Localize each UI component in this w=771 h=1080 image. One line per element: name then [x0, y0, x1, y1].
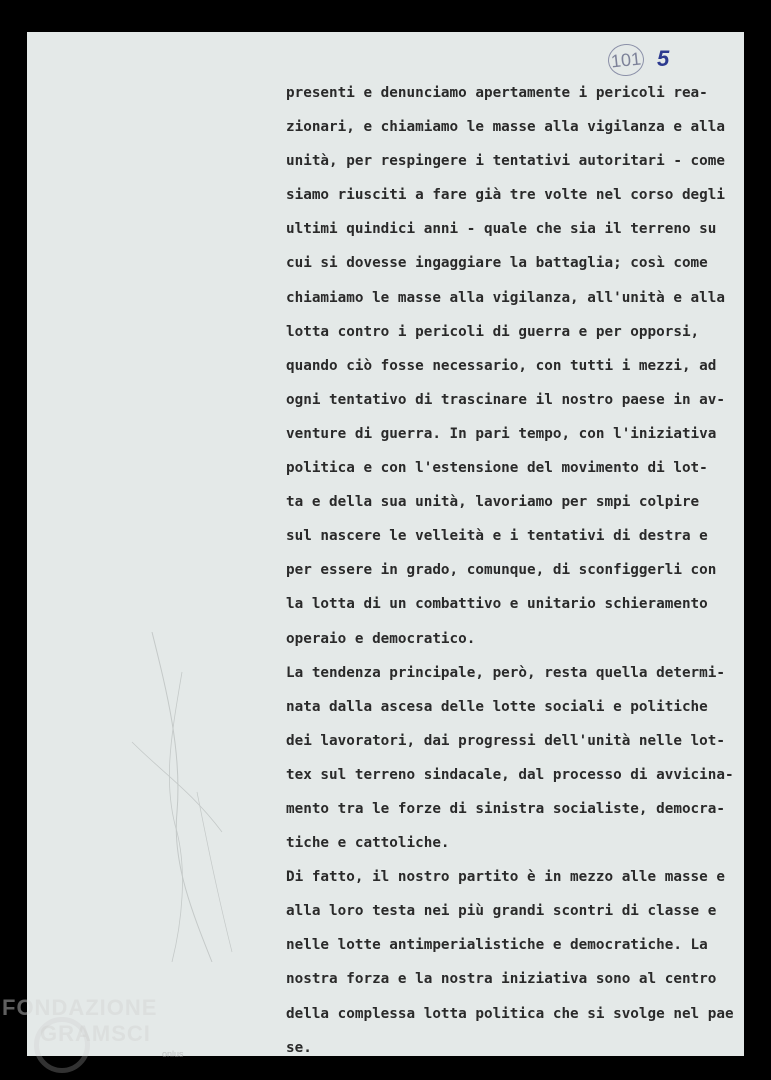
text-line: politica e con l'estensione del movimento di lot- — [286, 460, 708, 477]
text-line: della complessa lotta politica che si svolge nel pae — [286, 1005, 734, 1022]
text-line: se. — [286, 1039, 312, 1056]
text-line: zionari, e chiamiamo le masse alla vigilanza e alla — [286, 119, 725, 136]
document-page — [27, 32, 744, 1056]
fondazione-gramsci-watermark — [2, 995, 192, 1075]
text-line: la lotta di un combattivo e unitario schieramento — [286, 596, 708, 613]
text-line: Di fatto, il nostro partito è in mezzo alle masse e — [286, 869, 725, 886]
text-line: cui si dovesse ingaggiare la battaglia; così come — [286, 255, 708, 272]
archive-stamp-number: 101 — [606, 42, 645, 78]
watermark-line-1: FONDAZIONE — [2, 995, 158, 1020]
text-line: quando ciò fosse necessario, con tutti i mezzi, ad — [286, 357, 717, 374]
text-line: nata dalla ascesa delle lotte sociali e politiche — [286, 698, 708, 715]
text-line: nostra forza e la nostra iniziativa sono al centro — [286, 971, 717, 988]
text-line: alla loro testa nei più grandi scontri di classe e — [286, 903, 717, 920]
text-line: ta e della sua unità, lavoriamo per smpi colpire — [286, 494, 700, 511]
watermark-line-2: GRAMSCI — [40, 1021, 151, 1046]
text-line: ultimi quindici anni - quale che sia il terreno su — [286, 221, 717, 238]
typed-text-body — [286, 76, 736, 1056]
text-line: dei lavoratori, dai progressi dell'unità nelle lot- — [286, 732, 725, 749]
text-line: tex sul terreno sindacale, dal processo di avvicina- — [286, 766, 734, 783]
text-line: sul nascere le velleità e i tentativi di destra e — [286, 528, 708, 545]
text-line: presenti e denunciamo apertamente i pericoli rea- — [286, 85, 708, 101]
text-line: nelle lotte antimperialistiche e democratiche. La — [286, 937, 708, 954]
text-line: operaio e democratico. — [286, 630, 476, 647]
text-line: unità, per respingere i tentativi autoritari - come — [286, 153, 725, 170]
text-line: ogni tentativo di trascinare il nostro paese in av- — [286, 391, 725, 408]
watermark-logo-ring — [34, 1017, 90, 1073]
text-line: lotta contro i pericoli di guerra e per opporsi, — [286, 323, 700, 340]
text-line: chiamiamo le masse alla vigilanza, all'unità e alla — [286, 289, 725, 306]
text-line: La tendenza principale, però, resta quella determi- — [286, 664, 725, 681]
text-line: siamo riusciti a fare già tre volte nel corso degli — [286, 187, 725, 204]
faint-pencil-marks — [122, 632, 242, 962]
page-number: 5 — [657, 46, 670, 71]
text-line: mento tra le forze di sinistra socialiste, democra- — [286, 800, 725, 817]
text-line: venture di guerra. In pari tempo, con l'iniziativa — [286, 425, 717, 442]
text-line: per essere in grado, comunque, di sconfiggerli con — [286, 562, 717, 579]
watermark-sub: onlus — [162, 1049, 184, 1059]
text-line: tiche e cattoliche. — [286, 835, 450, 852]
